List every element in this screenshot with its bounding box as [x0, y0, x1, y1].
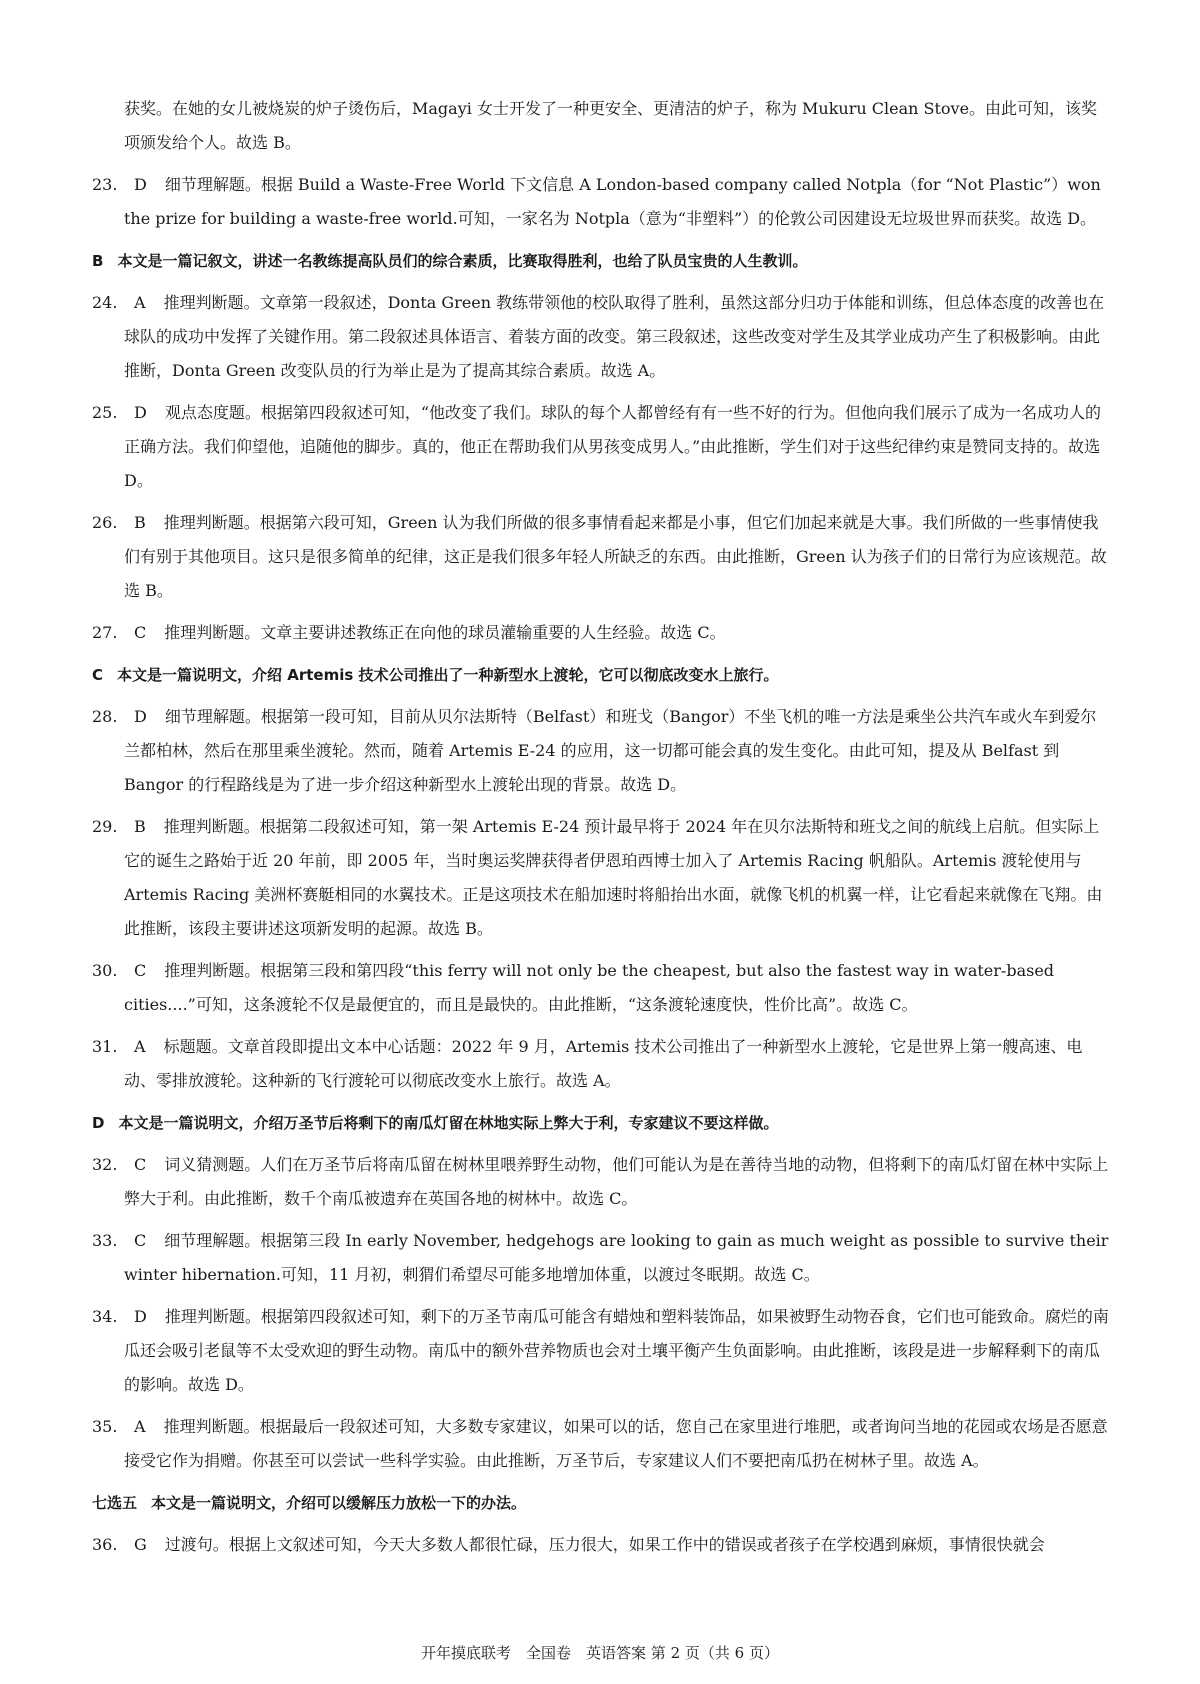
explanation-text: 细节理解题。根据第三段 In early November, hedgehogs are looking to gain as much weight as possible to survive their winter hibernation.可知，11 月初，刺猬们希望尽可能多地增加体重，以渡过冬眠期。故选 C。: [124, 1231, 1109, 1284]
question-number: 30.: [92, 961, 118, 980]
answer-letter: C: [134, 961, 147, 980]
answer-letter: C: [134, 1155, 147, 1174]
explanation-text: 过渡句。根据上文叙述可知，今天大多数人都很忙碌，压力很大，如果工作中的错误或者孩子在学校遇到麻烦，事情很快就会: [164, 1535, 1045, 1554]
answer-item: [92, 810, 1112, 946]
answer-item: [92, 286, 1112, 388]
answer-item: [92, 168, 1112, 236]
answer-letter: D: [134, 707, 147, 726]
explanation-text: 推理判断题。根据第四段叙述可知，剩下的万圣节南瓜可能含有蜡烛和塑料装饰品，如果被野生动物吞食，它们也可能致命。腐烂的南瓜还会吸引老鼠等不太受欢迎的野生动物。南瓜中的额外营养物质也会对土壤平衡产生负面影响。由此推断，该段是进一步解释剩下的南瓜的影响。故选 D。: [124, 1307, 1109, 1394]
answer-list: [92, 168, 1112, 1562]
explanation-text: 推理判断题。根据第六段可知，Green 认为我们所做的很多事情看起来都是小事，但它们加起来就是大事。我们所做的一些事情使我们有别于其他项目。这只是很多简单的纪律，这正是我们很多年轻人所缺乏的东西。由此推断，Green 认为孩子们的日常行为应该规范。故选 B。: [124, 513, 1107, 600]
answer-letter: D: [134, 1307, 147, 1326]
section-heading: [92, 244, 1112, 278]
explanation-text: 标题题。文章首段即提出文本中心话题：2022 年 9 月，Artemis 技术公司推出了一种新型水上渡轮，它是世界上第一艘高速、电动、零排放渡轮。这种新的飞行渡轮可以彻底改变水上旅行。故选 A。: [124, 1037, 1083, 1090]
section-summary: 本文是一篇说明文，介绍万圣节后将剩下的南瓜灯留在林地实际上弊大于利，专家建议不要这样做。: [118, 1114, 779, 1132]
explanation-text: 推理判断题。文章主要讲述教练正在向他的球员灌输重要的人生经验。故选 C。: [164, 623, 726, 642]
answer-item: [92, 396, 1112, 498]
answer-letter: D: [134, 175, 147, 194]
answer-letter: C: [134, 623, 147, 642]
explanation-text: 推理判断题。根据最后一段叙述可知，大多数专家建议，如果可以的话，您自己在家里进行堆肥，或者询问当地的花园或农场是否愿意接受它作为捐赠。你甚至可以尝试一些科学实验。由此推断，万圣节后，专家建议人们不要把南瓜扔在树林子里。故选 A。: [124, 1417, 1108, 1470]
question-number: 29.: [92, 817, 118, 836]
question-number: 24.: [92, 293, 118, 312]
question-number: 28.: [92, 707, 118, 726]
answer-item: [92, 506, 1112, 608]
section-letter: 七选五: [92, 1494, 138, 1512]
question-number: 25.: [92, 403, 118, 422]
answer-item: [92, 1148, 1112, 1216]
section-summary: 本文是一篇说明文，介绍可以缓解压力放松一下的办法。: [151, 1494, 527, 1512]
explanation-text: 词义猜测题。人们在万圣节后将南瓜留在树林里喂养野生动物，他们可能认为是在善待当地的动物，但将剩下的南瓜灯留在林中实际上弊大于利。由此推断，数千个南瓜被遗弃在英国各地的树林中。故选 C。: [124, 1155, 1109, 1208]
answer-item: [92, 1300, 1112, 1402]
question-number: 26.: [92, 513, 118, 532]
answer-item: [92, 616, 1112, 650]
answer-letter: C: [134, 1231, 147, 1250]
question-number: 32.: [92, 1155, 118, 1174]
answer-letter: A: [134, 293, 146, 312]
explanation-text: 细节理解题。根据第一段可知，目前从贝尔法斯特（Belfast）和班戈（Bangor）不坐飞机的唯一方法是乘坐公共汽车或火车到爱尔兰都柏林，然后在那里乘坐渡轮。然而，随着 Artemis E-24 的应用，这一切都可能会真的发生变化。由此可知，提及从 Belfast 到 Bangor 的行程路线是为了进一步介绍这种新型水上渡轮出现的背景。故选 D。: [124, 707, 1097, 794]
page-footer: 开年摸底联考 全国卷 英语答案 第 2 页（共 6 页）: [421, 1644, 779, 1662]
answer-letter: A: [134, 1037, 146, 1056]
explanation-text: 观点态度题。根据第四段叙述可知，“他改变了我们。球队的每个人都曾经有有一些不好的行为。但他向我们展示了成为一名成功人的正确方法。我们仰望他，追随他的脚步。真的，他正在帮助我们从男孩变成男人。”由此推断，学生们对于这些纪律约束是赞同支持的。故选 D。: [124, 403, 1102, 490]
question-number: 36.: [92, 1535, 118, 1554]
answer-content: [92, 92, 1112, 1570]
answer-item: [92, 954, 1112, 1022]
answer-item: [92, 1224, 1112, 1292]
explanation-text: 细节理解题。根据 Build a Waste-Free World 下文信息 A London-based company called Notpla（for “Not Plastic”）won the prize for building a waste-free world.可知，一家名为 Notpla（意为“非塑料”）的伦敦公司因建设无垃圾世界而获奖。故选 D。: [124, 175, 1101, 228]
answer-item: [92, 1410, 1112, 1478]
answer-letter: B: [134, 513, 146, 532]
explanation-text: 推理判断题。根据第三段和第四段“this ferry will not only be the cheapest, but also the fastest way in water-based cities....”可知，这条渡轮不仅是最便宜的，而且是最快的。由此推断，“这条渡轮速度快，性价比高”。故选 C。: [124, 961, 1055, 1014]
section-heading: [92, 1106, 1112, 1140]
section-summary: 本文是一篇记叙文，讲述一名教练提高队员们的综合素质，比赛取得胜利，也给了队员宝贵的人生教训。: [117, 252, 808, 270]
question-number: 35.: [92, 1417, 118, 1436]
question-number: 23.: [92, 175, 118, 194]
answer-item: [92, 1030, 1112, 1098]
answer-letter: D: [134, 403, 147, 422]
answer-letter: G: [134, 1535, 147, 1554]
section-summary: 本文是一篇说明文，介绍 Artemis 技术公司推出了一种新型水上渡轮，它可以彻底改变水上旅行。: [117, 666, 779, 684]
question-number: 33.: [92, 1231, 118, 1250]
answer-letter: A: [134, 1417, 146, 1436]
answer-letter: B: [134, 817, 146, 836]
question-number: 27.: [92, 623, 118, 642]
answer-item: [92, 700, 1112, 802]
intro-paragraph: 获奖。在她的女儿被烧炭的炉子烫伤后，Magayi 女士开发了一种更安全、更清洁的炉子，称为 Mukuru Clean Stove。由此可知，该奖项颁发给个人。故选 B。: [124, 99, 1098, 152]
explanation-text: 推理判断题。文章第一段叙述，Donta Green 教练带领他的校队取得了胜利，虽然这部分归功于体能和训练，但总体态度的改善也在球队的成功中发挥了关键作用。第二段叙述具体语言、着装方面的改变。第三段叙述，这些改变对学生及其学业成功产生了积极影响。由此推断，Donta Green 改变队员的行为举止是为了提高其综合素质。故选 A。: [124, 293, 1105, 380]
explanation-text: 推理判断题。根据第二段叙述可知，第一架 Artemis E-24 预计最早将于 2024 年在贝尔法斯特和班戈之间的航线上启航。但实际上它的诞生之路始于近 20 年前，即 2005 年，当时奥运奖牌获得者伊恩珀西博士加入了 Artemis Racing 帆船队。Artemis 渡轮使用与 Artemis Racing 美洲杯赛艇相同的水翼技术。正是这项技术在船加速时将船抬出水面，就像飞机的机翼一样，让它看起来就像在飞翔。由此推断，该段主要讲述这项新发明的起源。故选 B。: [124, 817, 1103, 938]
answer-item: [92, 1528, 1112, 1562]
question-number: 34.: [92, 1307, 118, 1326]
section-heading: [92, 658, 1112, 692]
section-letter: C: [92, 666, 104, 684]
section-letter: B: [92, 252, 104, 270]
section-heading: [92, 1486, 1112, 1520]
section-letter: D: [92, 1114, 105, 1132]
question-number: 31.: [92, 1037, 118, 1056]
